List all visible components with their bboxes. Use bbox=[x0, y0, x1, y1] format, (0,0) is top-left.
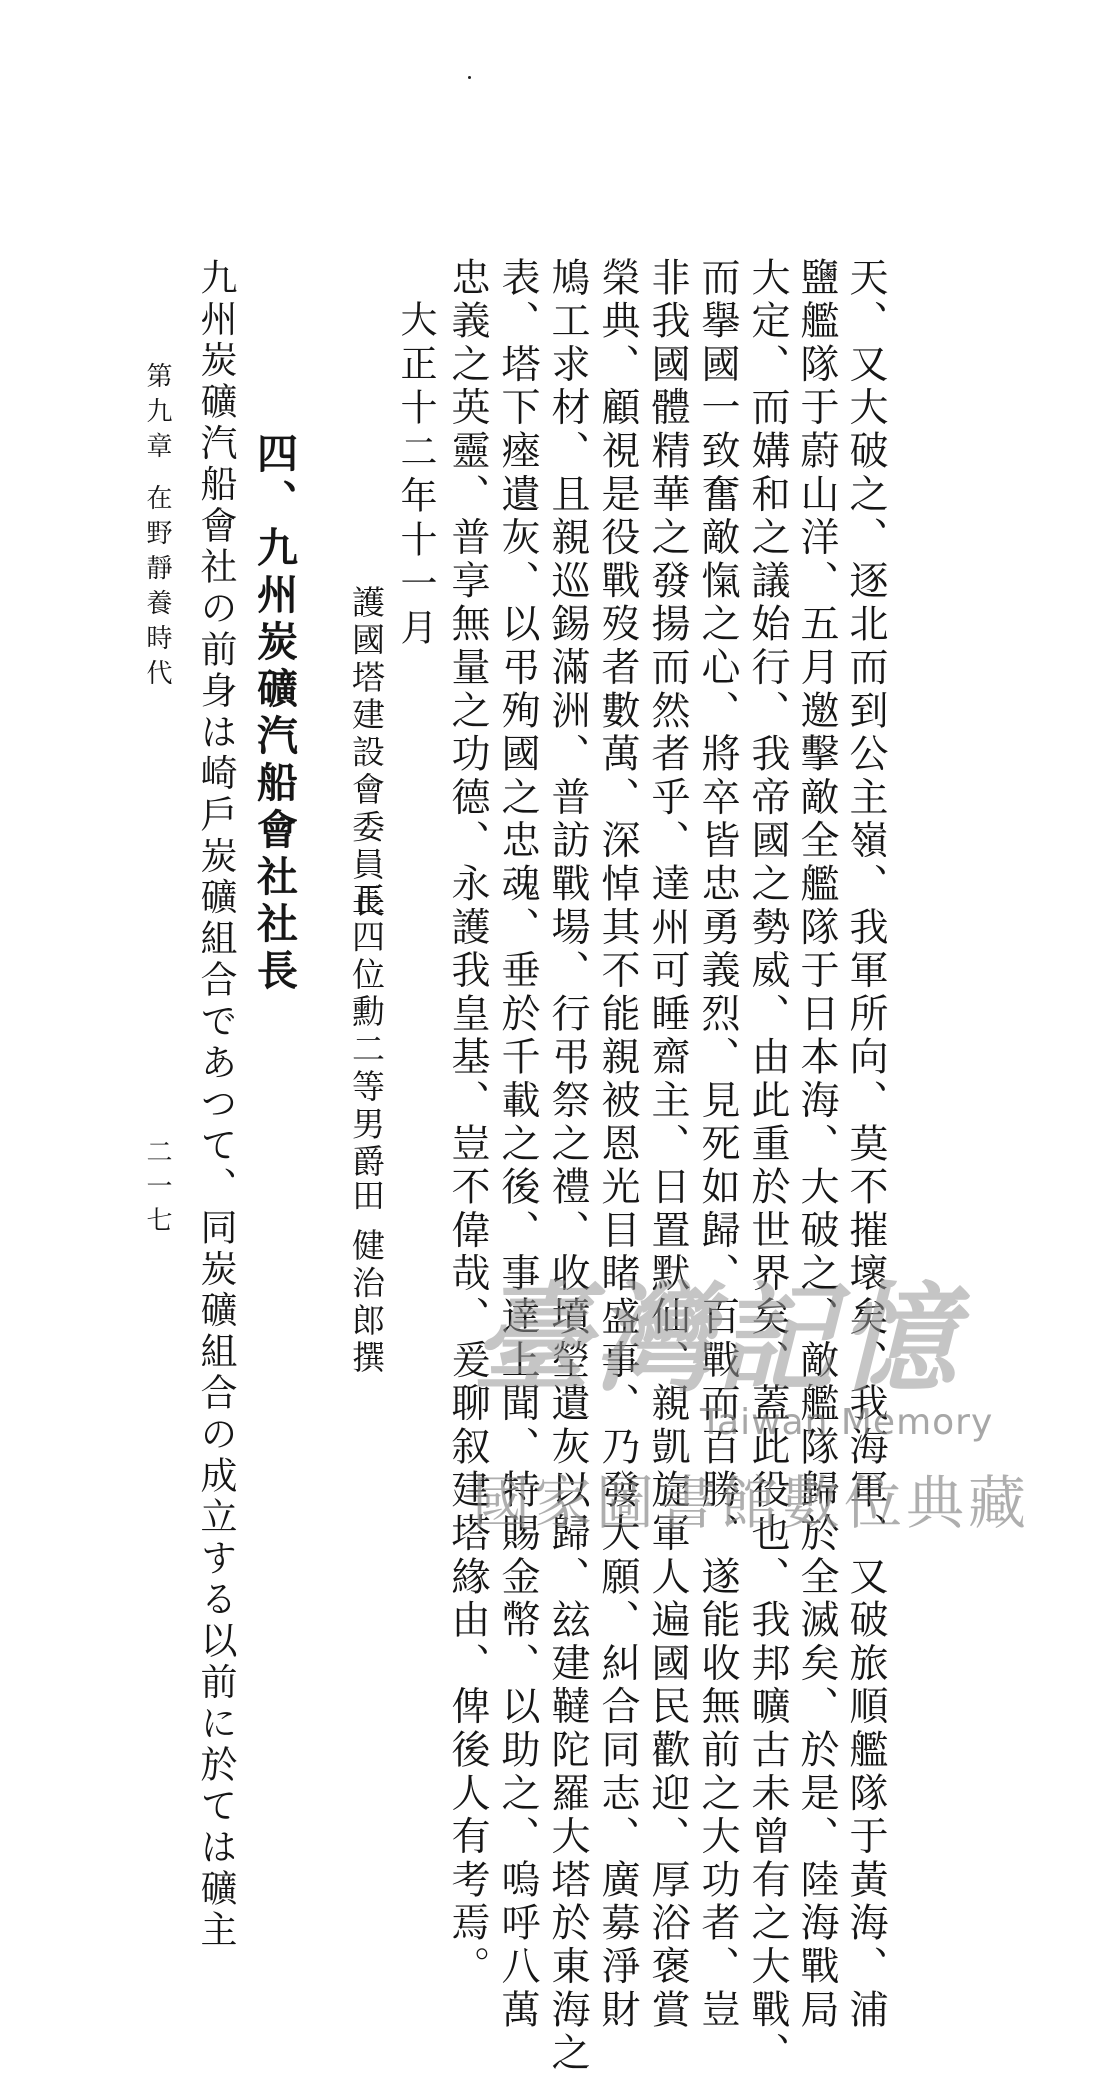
body-column-5: 非我國體精華之發揚而然者乎、達州可睡齋主、日置默仙、親凱旋軍人遍國民歡迎、厚浴褒賞 bbox=[645, 257, 690, 2033]
body-column-7: 鳩工求材、且親巡錫滿洲、普訪戰場、行弔祭之禮、收墳塋遺灰以歸、玆建韃陀羅大塔於東海之 bbox=[545, 257, 590, 2076]
signature-title: 護國塔建設會委員長 bbox=[347, 585, 386, 922]
date-line: 大正十二年十一月 bbox=[394, 300, 437, 652]
watermark-label: 國家圖書館數位典藏 bbox=[472, 1469, 1031, 1537]
section-heading: 四、九州炭礦汽船會社社長 bbox=[250, 432, 298, 996]
signature-surname: 田 bbox=[347, 1178, 386, 1216]
paragraph-column: 九州炭礦汽船會社の前身は崎戶炭礦組合であつて、同炭礦組合の成立する以前に於ては礦主 bbox=[194, 258, 237, 1952]
running-head-title: 在野靜養時代 bbox=[142, 484, 172, 694]
body-column-2: 鹽艦隊于蔚山洋、五月邀擊敵全艦隊于日本海、大破之、敵艦隊歸於全滅矣、於是、陸海戰局 bbox=[794, 257, 839, 2033]
signature-given-name: 健治郎撰 bbox=[347, 1228, 386, 1378]
body-column-1: 天、又大破之、逐北而到公主嶺、我軍所向、莫不摧壞矣、我海軍、又破旅順艦隊于黃海、浦 bbox=[843, 257, 888, 2033]
body-column-9: 忠義之英靈、普享無量之功德、永護我皇基、豈不偉哉、爰聊叙建塔緣由、俾後人有考焉。 bbox=[445, 257, 490, 1989]
body-column-4: 而擧國一致奮敵愾之心、將卒皆忠勇義烈、見死如歸、百戰而百勝、遂能收無前之大功者、豈 bbox=[695, 257, 740, 2033]
body-column-8: 表、塔下瘞遺灰、以弔殉國之忠魂、垂於千載之後、事達上聞、特賜金幣、以助之、嗚呼八萬 bbox=[495, 257, 540, 2033]
body-column-6: 榮典、顧視是役戰歿者數萬、深悼其不能親被恩光目睹盛事、乃發大願、糾合同志、廣募淨財 bbox=[595, 257, 640, 2033]
scan-speck bbox=[468, 76, 471, 79]
signature-rank: 正四位勳二等男爵 bbox=[347, 882, 386, 1182]
running-head-chapter: 第九章 bbox=[142, 362, 172, 467]
page-number: 二一七 bbox=[142, 1138, 172, 1240]
body-column-3: 大定、而媾和之議始行、我帝國之勢威、由此重於世界矣、蓋此役也、我邦曠古未曾有之大戰、 bbox=[745, 257, 790, 2076]
watermark-latin: Taiwan Memory bbox=[700, 1402, 994, 1443]
watermark-logo: 臺灣記憶 bbox=[472, 1269, 961, 1408]
